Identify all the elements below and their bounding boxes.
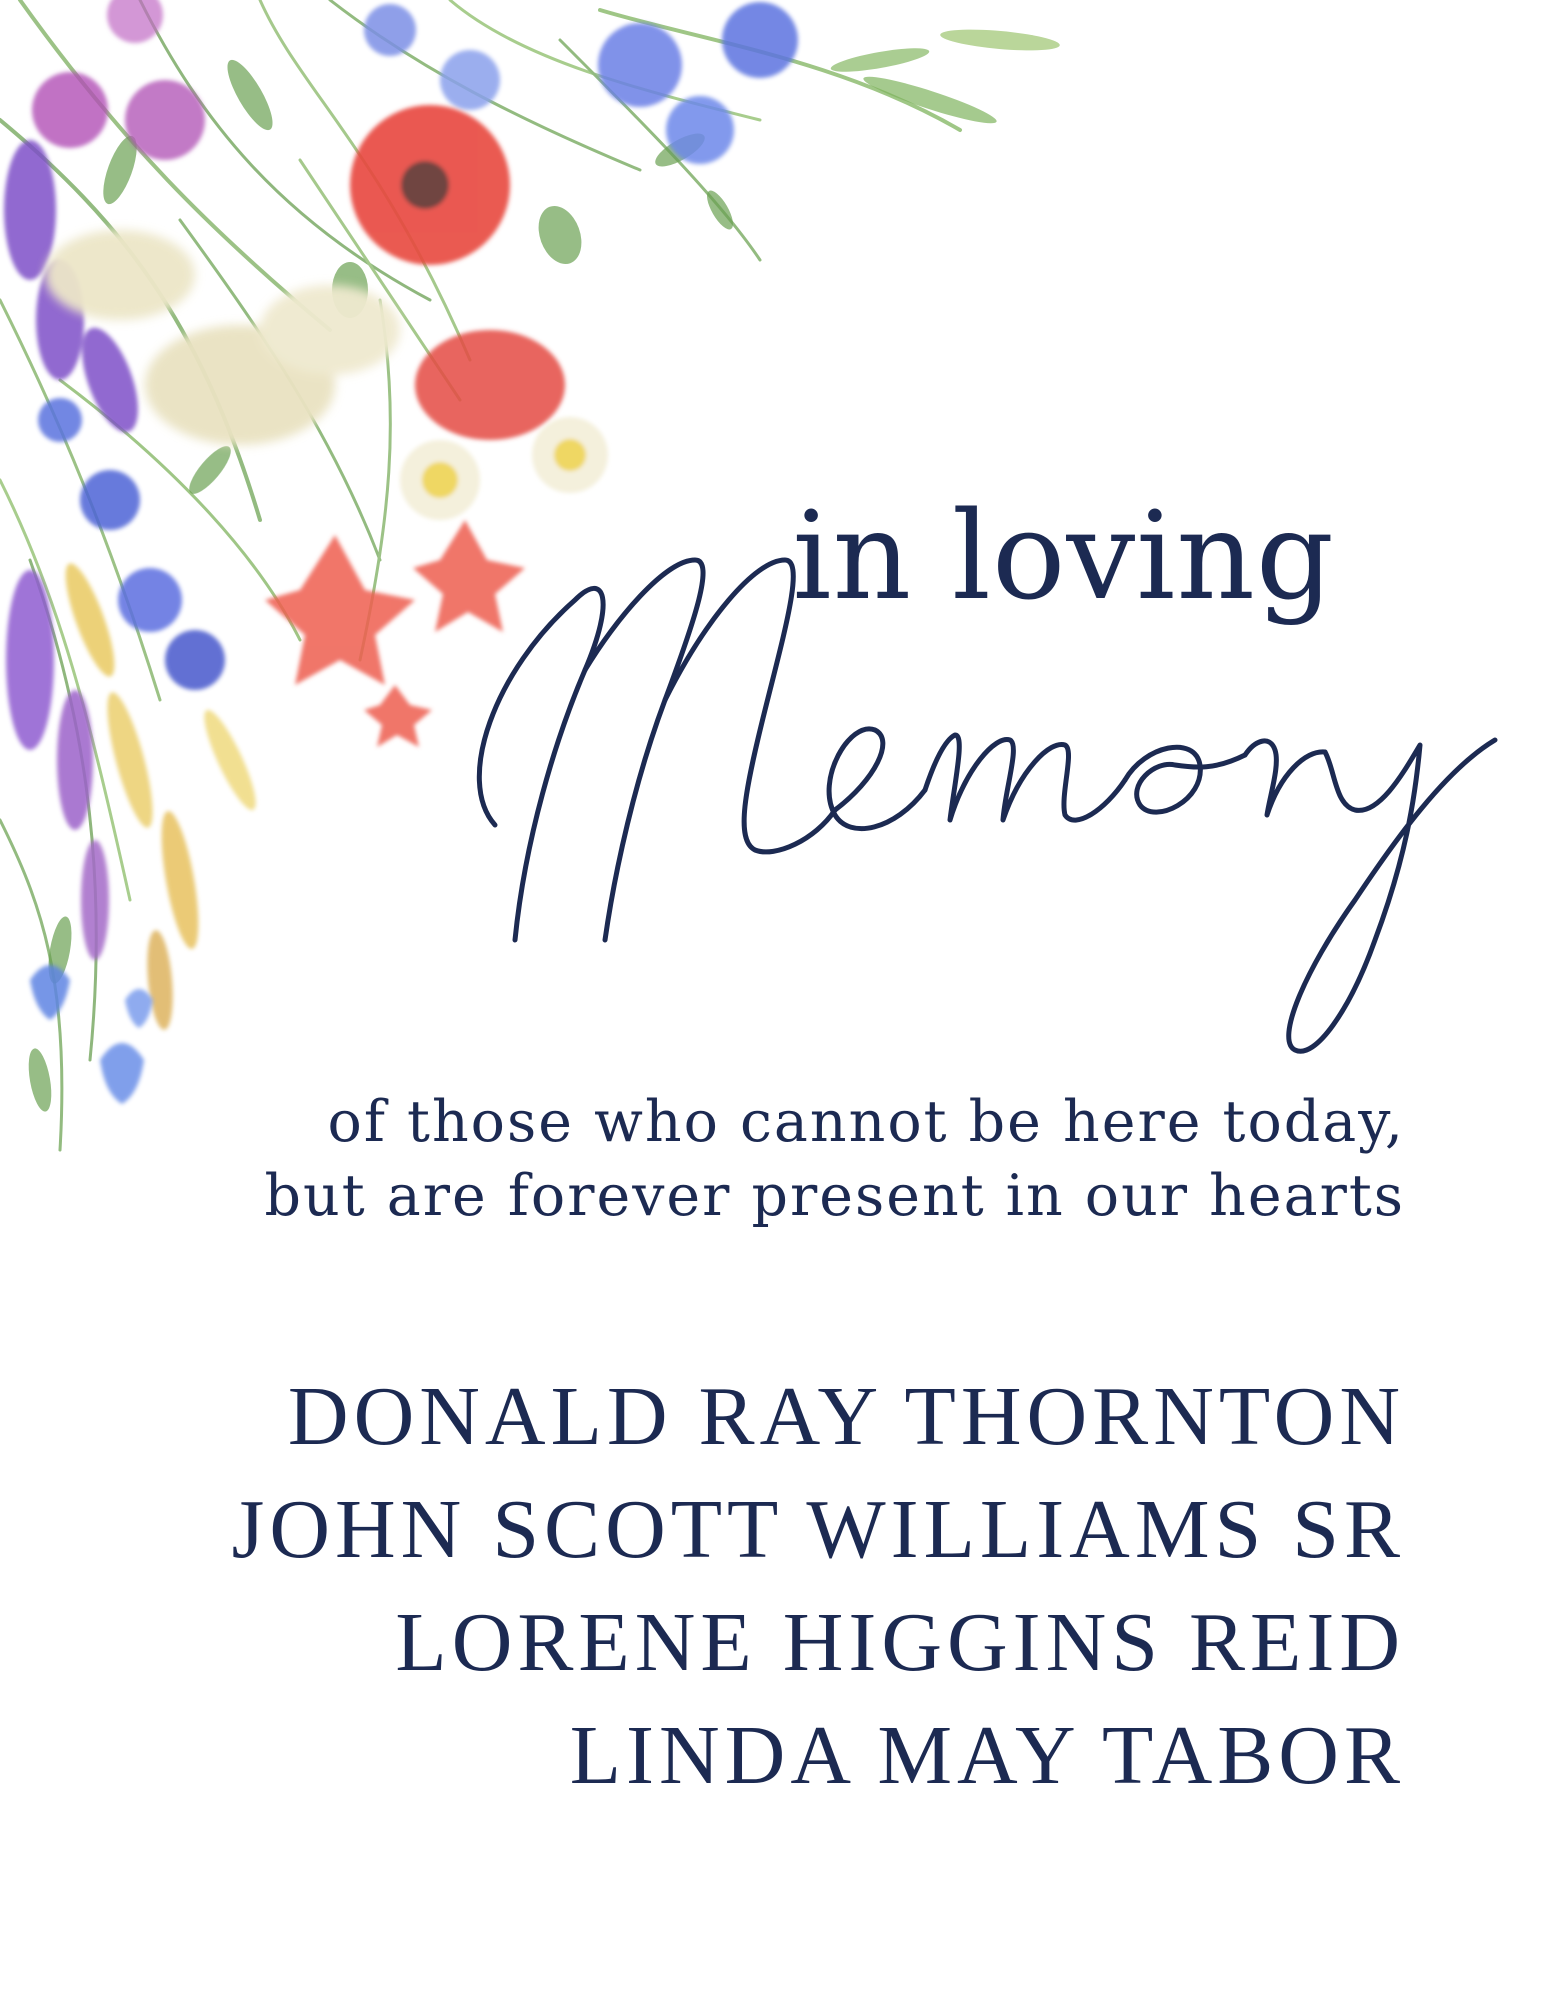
clover-flowers	[32, 0, 205, 160]
subtitle-line-2: but are forever present in our hearts	[264, 1163, 1405, 1229]
title-in-loving: in loving	[792, 485, 1335, 627]
memorial-subtitle	[265, 1085, 1405, 1233]
subtitle-line-1: of those who cannot be here today,	[327, 1089, 1405, 1155]
memory-script-lettering	[455, 540, 1505, 1070]
memorial-name: JOHN SCOTT WILLIAMS SR	[231, 1483, 1405, 1576]
memorial-name: LORENE HIGGINS REID	[395, 1596, 1405, 1689]
title-memory-script	[455, 540, 1505, 1070]
memorial-names-list	[232, 1360, 1405, 1812]
memorial-name: DONALD RAY THORNTON	[287, 1370, 1405, 1463]
memorial-name: LINDA MAY TABOR	[569, 1709, 1405, 1802]
